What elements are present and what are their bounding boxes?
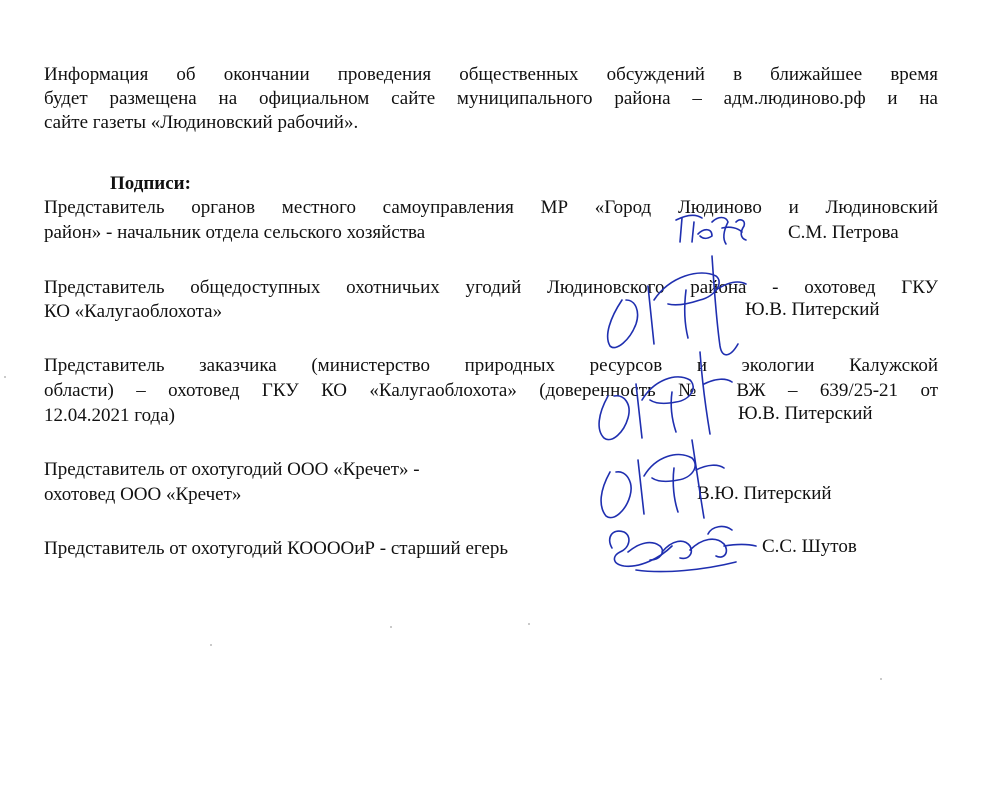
intro-line-2: будет размещена на официальном сайте муниципального района – адм.людиново.рф и на xyxy=(44,88,938,109)
scan-speck xyxy=(880,678,882,680)
block-2-line-1: Представитель общедоступных охотничьих угодий Людиновского района - охотовед ГКУ xyxy=(44,277,938,298)
scan-speck xyxy=(390,626,392,628)
block-3-line-1: Представитель заказчика (министерство природных ресурсов и экологии Калужской xyxy=(44,355,938,376)
block-4-line-2: охотовед ООО «Кречет» xyxy=(44,484,242,505)
block-3-signatory-name: Ю.В. Питерский xyxy=(738,403,873,424)
block-2-line-2: КО «Калугаоблохота» xyxy=(44,301,223,322)
block-2-signatory-name: Ю.В. Питерский xyxy=(745,299,880,320)
block-4-line-1: Представитель от охотугодий ООО «Кречет» - xyxy=(44,459,420,480)
block-1-signatory-name: С.М. Петрова xyxy=(788,222,899,243)
block-5-signatory-name: С.С. Шутов xyxy=(762,536,857,557)
scan-speck xyxy=(4,376,6,378)
block-3-line-3: 12.04.2021 года) xyxy=(44,405,175,426)
intro-line-3: сайте газеты «Людиновский рабочий». xyxy=(44,112,359,133)
block-1-line-2: район» - начальник отдела сельского хозяйства xyxy=(44,222,426,243)
block-4-signatory-name: В.Ю. Питерский xyxy=(697,483,832,504)
block-3-line-2: области) – охотовед ГКУ КО «Калугаоблохота» (доверенность № ВЖ – 639/25-21 от xyxy=(44,380,938,401)
block-5-line-1: Представитель от охотугодий КООООиР - старший егерь xyxy=(44,538,509,559)
signatures-heading: Подписи: xyxy=(110,173,191,194)
scan-speck xyxy=(210,644,212,646)
block-1-line-1: Представитель органов местного самоуправления МР «Город Людиново и Людиновский xyxy=(44,197,938,218)
scan-speck xyxy=(528,623,530,625)
intro-line-1: Информация об окончании проведения общественных обсуждений в ближайшее время xyxy=(44,64,938,85)
